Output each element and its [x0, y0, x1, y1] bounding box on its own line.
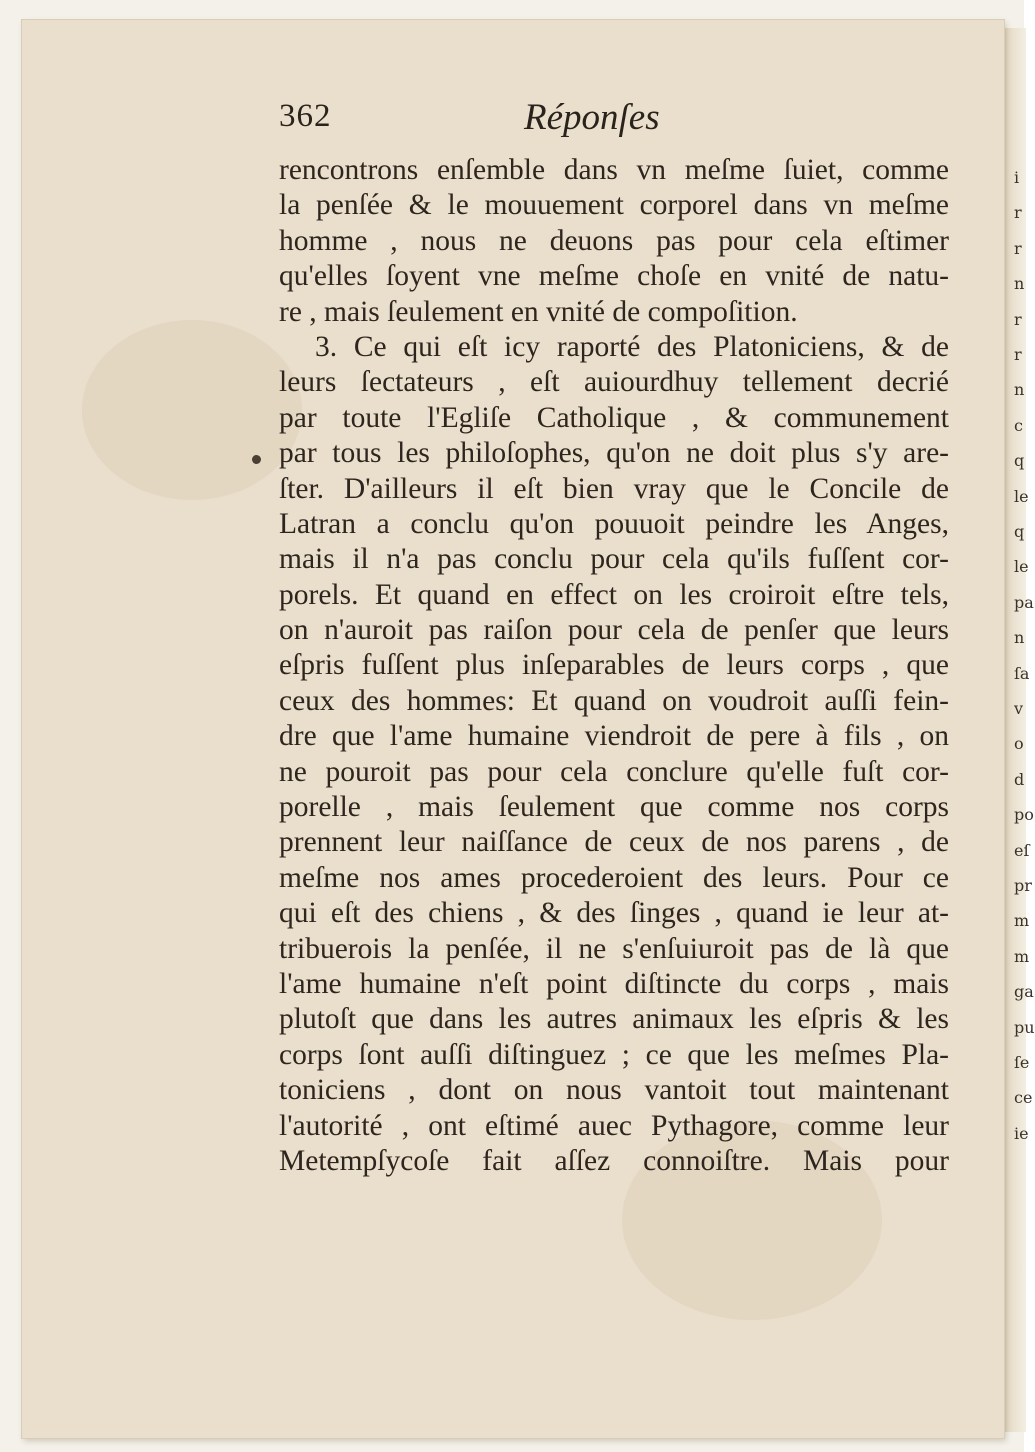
facing-page-fragment: r: [1014, 238, 1022, 258]
text-line: eſpris fuſſent plus inſeparables de leurs corps , que: [279, 649, 949, 682]
text-line: par toute l'Egliſe Catholique , & communement: [279, 401, 949, 434]
margin-ink-mark: [252, 455, 261, 464]
page-number: 362: [279, 98, 332, 134]
text-line: toniciens , dont on nous vantoit tout maintenant: [279, 1074, 949, 1107]
text-line: mais il n'a pas conclu pour cela qu'ils fuſſent cor-: [279, 543, 949, 576]
text-line: ſter. D'ailleurs il eſt bien vray que le Concile de: [279, 472, 949, 505]
text-line: re , mais ſeulement en vnité de compoſition.: [279, 295, 798, 328]
facing-page-fragment: n: [1014, 380, 1025, 400]
text-line: plutoſt que dans les autres animaux les eſpris & les: [279, 1003, 949, 1036]
body-text: [279, 153, 949, 1179]
facing-page-fragment: m: [1014, 946, 1030, 966]
text-line: 3. Ce qui eſt icy raporté des Platoniciens, & de: [315, 330, 949, 363]
text-line: dre que l'ame humaine viendroit de pere à fils , on: [279, 720, 949, 753]
facing-page-fragment: r: [1014, 345, 1022, 364]
text-line: rencontrons enſemble dans vn meſme ſuiet, comme: [279, 154, 949, 186]
facing-page-fragment: v: [1014, 699, 1024, 718]
text-line: qu'elles ſoyent vne meſme choſe en vnité de natu-: [279, 260, 949, 293]
facing-page-fragment: ſa: [1014, 663, 1030, 683]
facing-page-fragment: le: [1014, 486, 1029, 506]
text-line: l'autorité , ont eſtimé auec Pythagore, comme leur: [279, 1109, 949, 1142]
text-line: la penſée & le mouuement corporel dans vn meſme: [279, 189, 949, 222]
text-line: Latran a conclu qu'on pouuoit peindre les Anges,: [279, 507, 949, 540]
facing-page-fragment: n: [1014, 628, 1025, 648]
text-line: on n'auroit pas raiſon pour cela de penſer que leurs: [279, 614, 949, 647]
facing-page-fragment: q: [1014, 451, 1025, 471]
text-line: l'ame humaine n'eſt point diſtincte du corps , mais: [279, 967, 949, 1000]
text-line: leurs ſectateurs , eſt auiourdhuy tellement decrié: [279, 366, 949, 399]
facing-page-fragment: r: [1014, 203, 1022, 223]
text-line: Metempſycoſe fait aſſez connoiſtre. Mais pour: [279, 1144, 949, 1177]
facing-page-fragment: pr: [1014, 876, 1032, 895]
facing-page-fragment: pa: [1014, 592, 1034, 612]
facing-page-fragment: le: [1014, 557, 1029, 577]
facing-page-fragment: n: [1014, 274, 1025, 294]
facing-page-fragment: o: [1014, 734, 1024, 754]
text-line: par tous les philoſophes, qu'on ne doit plus s'y are-: [279, 437, 949, 470]
text-line: ne pouroit pas pour cela conclure qu'elle fuſt cor-: [279, 755, 949, 788]
text-line: meſme nos ames procederoient des leurs. Pour ce: [279, 861, 949, 894]
facing-page-fragment: ga: [1014, 982, 1034, 1002]
facing-page-fragment: ie: [1014, 1123, 1029, 1143]
facing-page-fragment: d: [1014, 769, 1025, 789]
facing-page-fragment: i: [1014, 168, 1020, 187]
running-title: Réponſes: [524, 97, 660, 138]
facing-page-fragment: c: [1014, 415, 1023, 435]
text-line: corps ſont auſſi diſtinguez ; ce que les meſmes Pla-: [279, 1038, 949, 1071]
facing-page-fragment: pu: [1014, 1017, 1035, 1037]
facing-page-fragment: ce: [1014, 1088, 1033, 1108]
text-line: qui eſt des chiens , & des ſinges , quand ie leur at-: [279, 897, 949, 930]
facing-page-fragment: ſe: [1014, 1053, 1030, 1072]
facing-page-fragment: m: [1014, 911, 1030, 931]
text-line: tribuerois la penſée, il ne s'enſuiuroit pas de là que: [279, 932, 949, 965]
facing-page-fragment: po: [1014, 805, 1034, 825]
text-line: porelle , mais ſeulement que comme nos corps: [279, 791, 949, 824]
facing-page-fragment: r: [1014, 309, 1022, 329]
text-line: porels. Et quand en effect on les croiroit eſtre tels,: [279, 578, 949, 611]
paper-stain: [82, 320, 302, 500]
facing-page-fragment: eſ: [1014, 840, 1030, 860]
text-line: ceux des hommes: Et quand on voudroit auſſi fein-: [279, 684, 949, 717]
facing-page-fragment: q: [1014, 522, 1025, 541]
text-line: prennent leur naiſſance de ceux de nos parens , de: [279, 826, 949, 859]
page-header: [279, 96, 949, 144]
text-line: homme , nous ne deuons pas pour cela eſtimer: [279, 224, 949, 257]
